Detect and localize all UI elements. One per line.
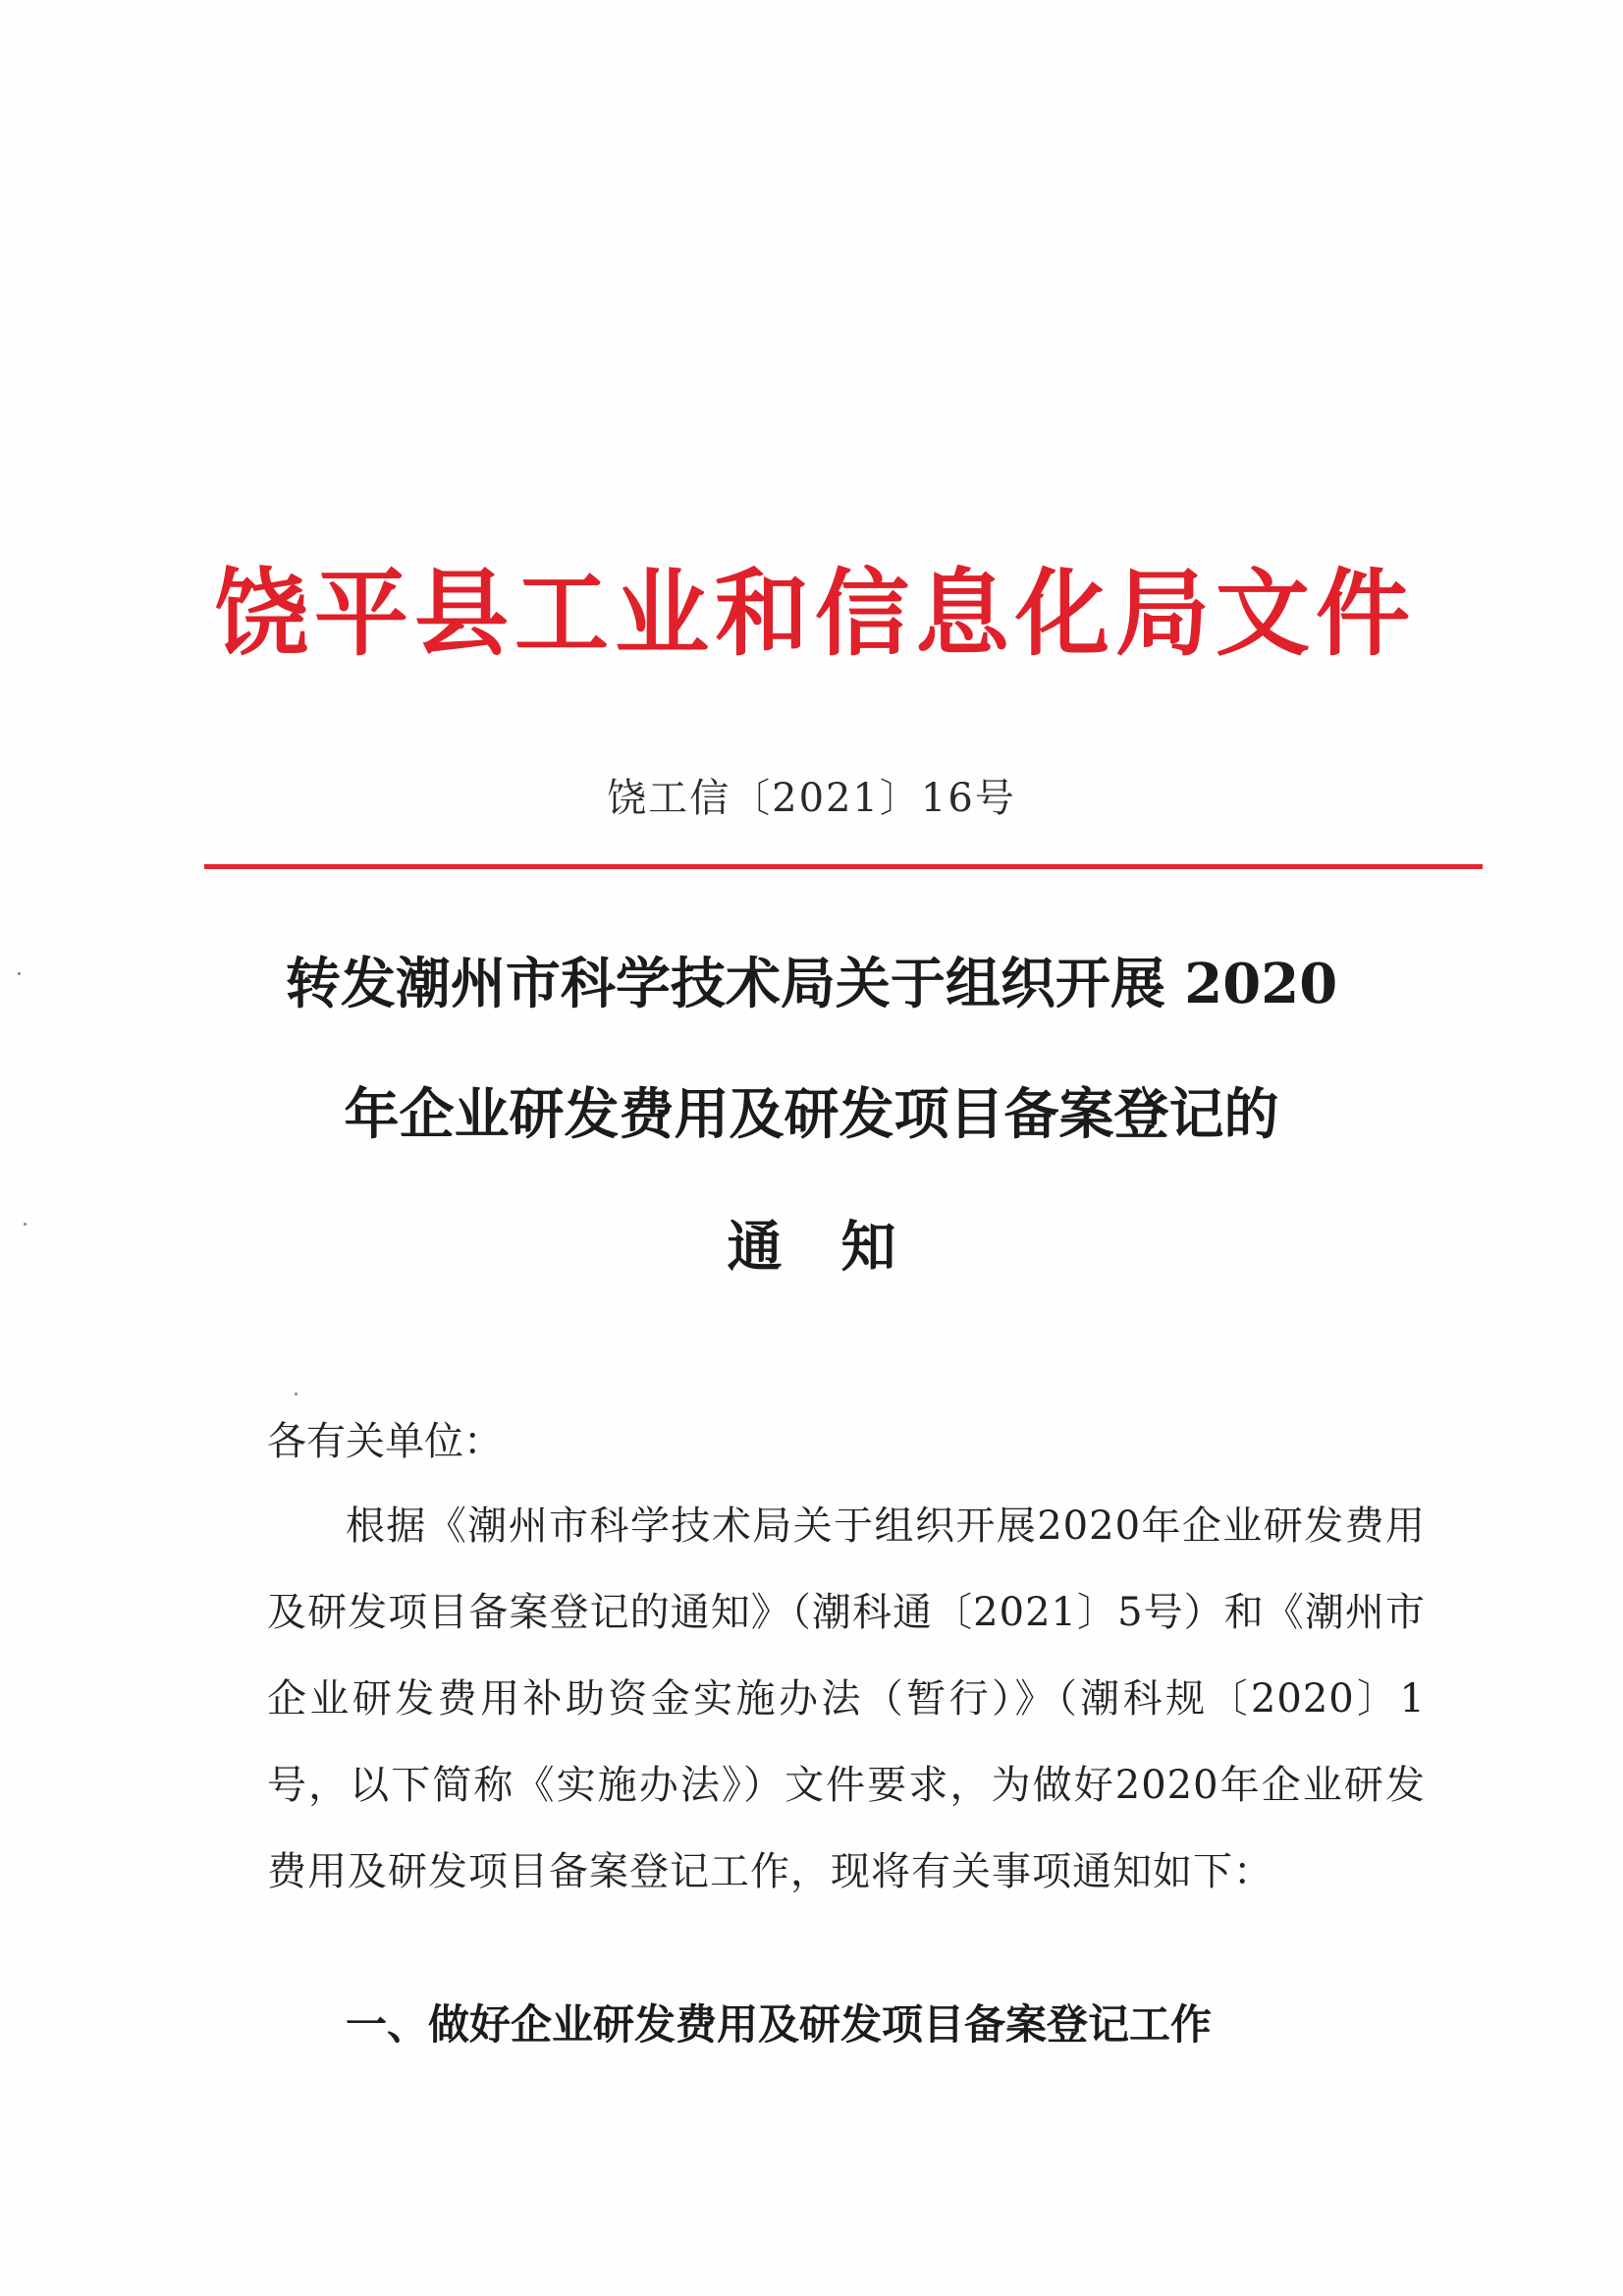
notice-title-line-1: 转发潮州市科学技术局关于组织开展 2020 [285,952,1338,1016]
document-number: 饶工信〔2021〕16号 [607,776,1016,821]
red-divider-line [204,864,1483,869]
notice-title-line-3: 通知 [727,1215,955,1280]
scan-speck [295,1393,298,1395]
scan-speck [24,1223,27,1226]
masthead-title: 饶平县工业和信息化局文件 [214,558,1416,669]
scan-speck [18,972,21,975]
section-heading-1: 一、做好企业研发费用及研发项目备案登记工作 [346,2000,1213,2049]
salutation: 各有关单位： [267,1419,503,1464]
notice-title-line-2: 年企业研发费用及研发项目备案登记的 [344,1082,1279,1147]
body-paragraph: 根据《潮州市科学技术局关于组织开展2020年企业研发费用及研发项目备案登记的通知》（潮科通〔2021〕5号）和《潮州市企业研发费用补助资金实施办法（暂行）》（潮科规〔2020〕1号，以下简称《实施办法》）文件要求，为做好2020年企业研发费用及研发项目备案登记工作，现将有关事项通知如下： [267,1503,1426,1894]
